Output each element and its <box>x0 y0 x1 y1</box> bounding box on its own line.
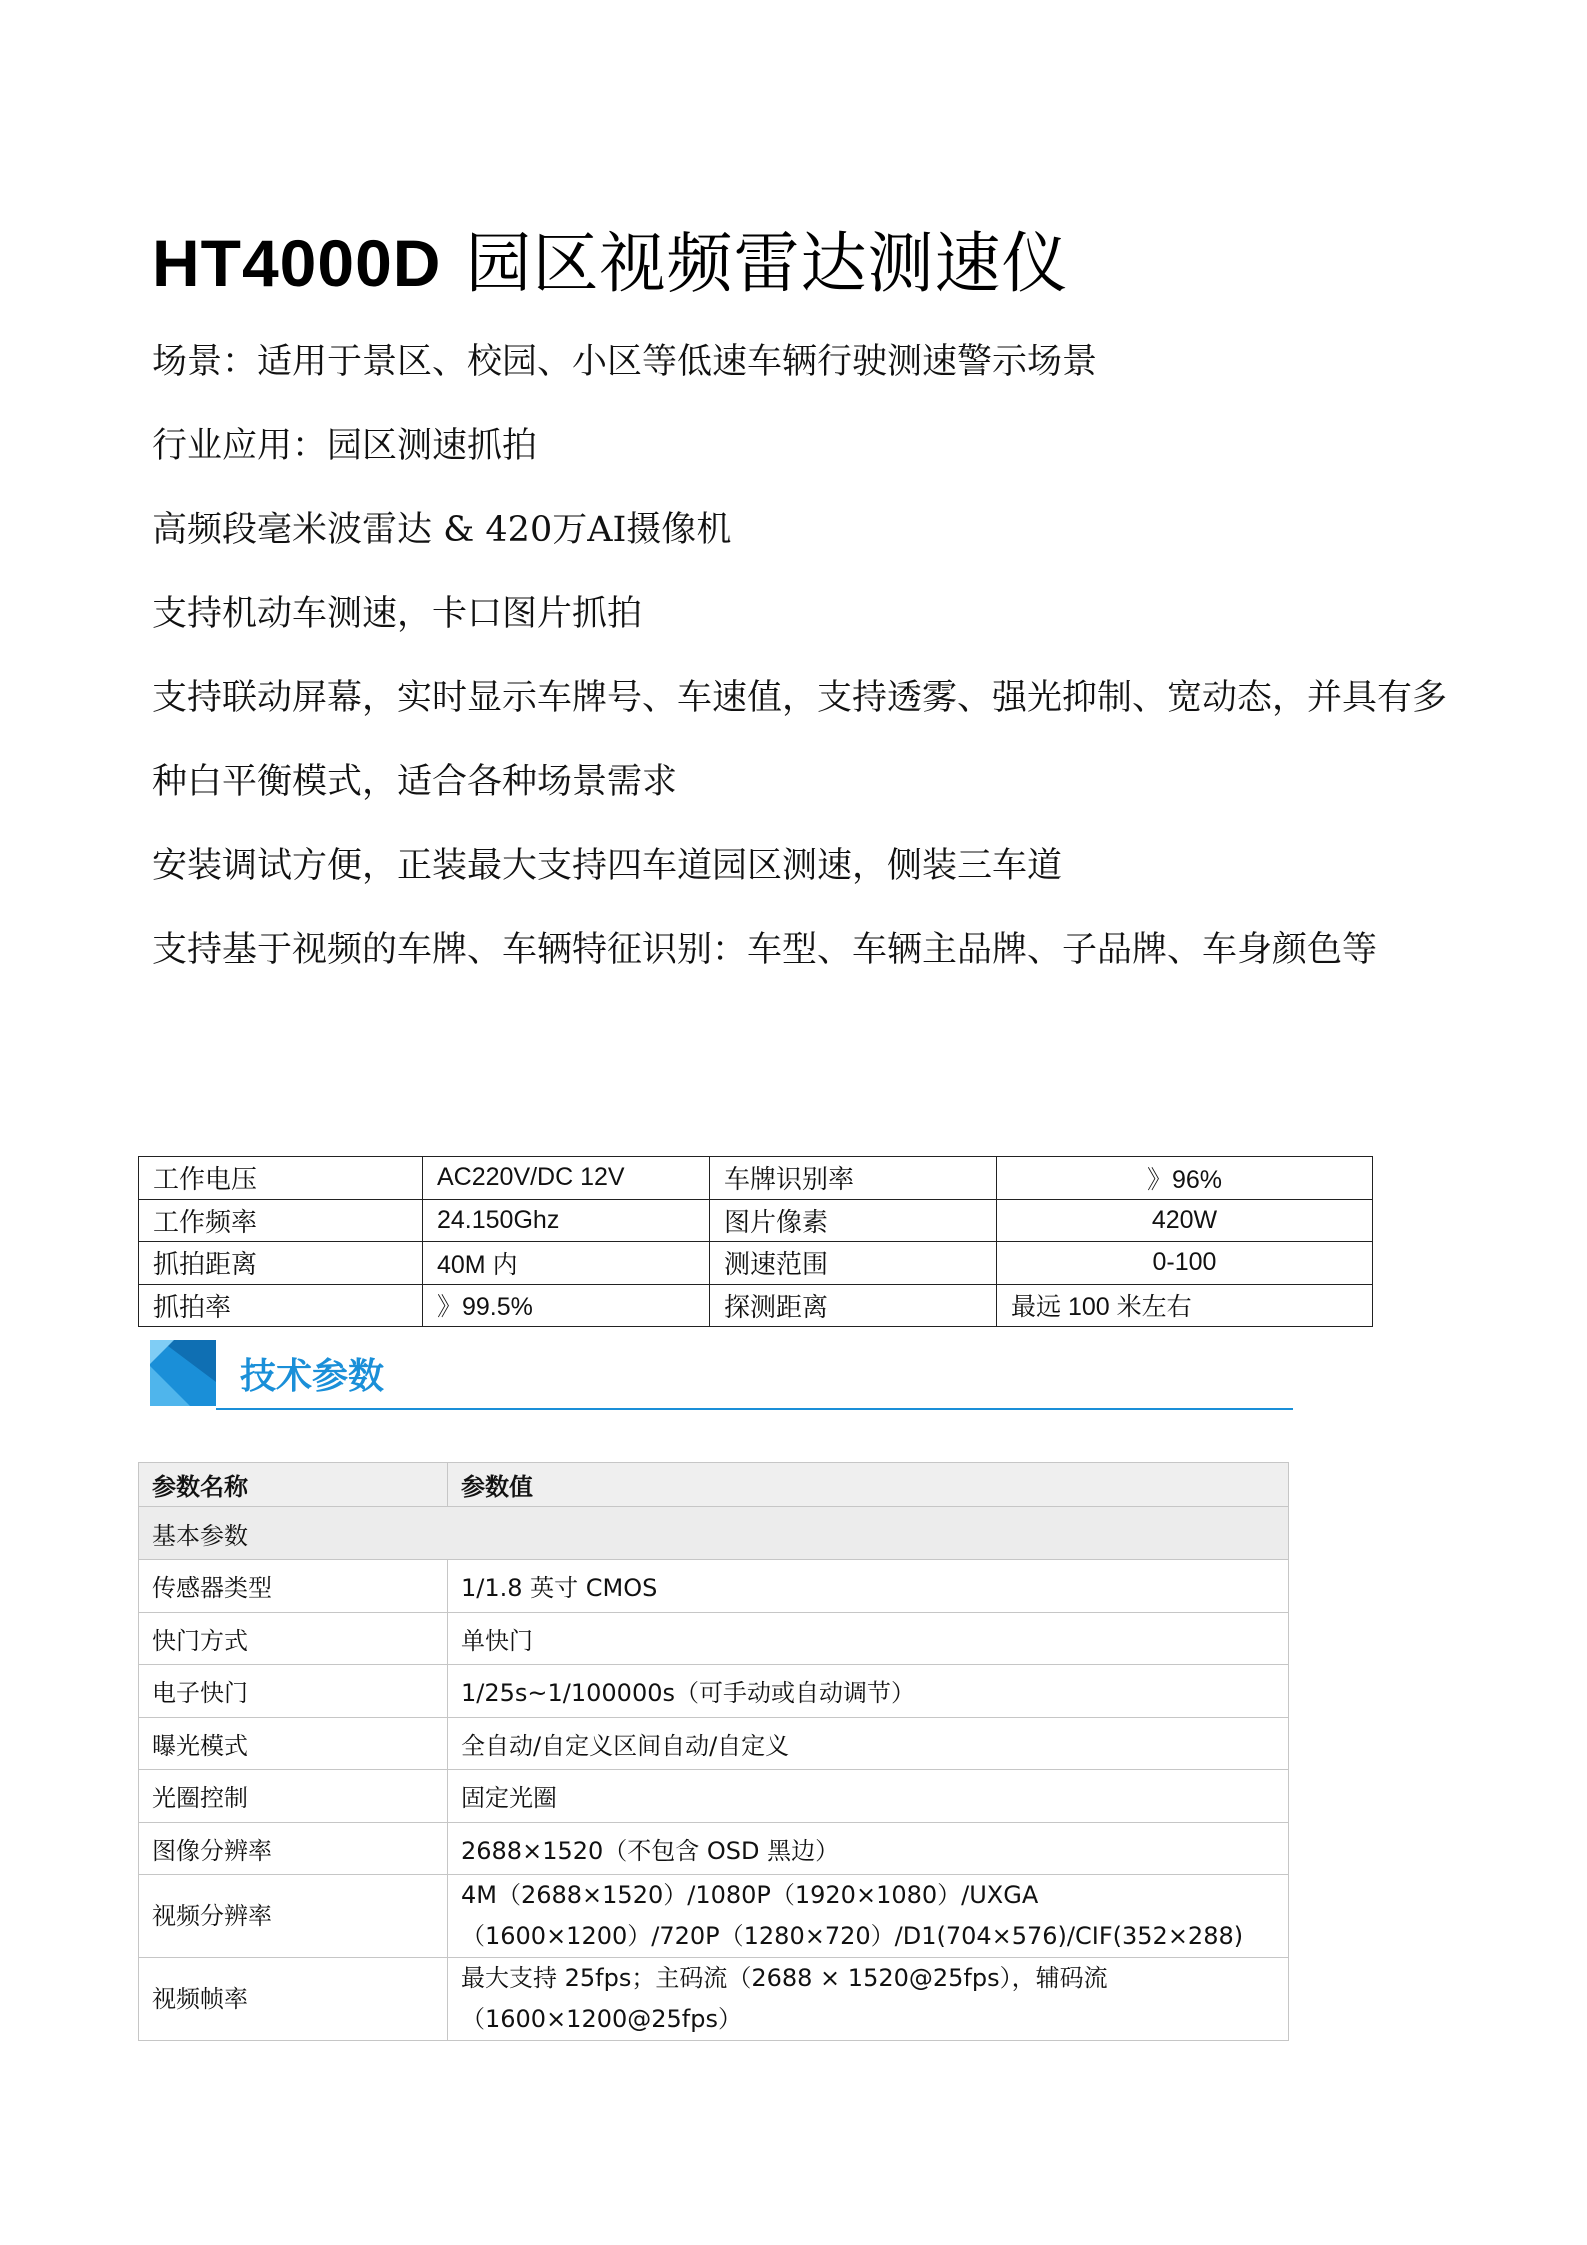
spec-summary-table <box>138 1156 1373 1327</box>
intro-line-scene: 场景：适用于景区、校园、小区等低速车辆行驶测速警示场景 <box>152 342 1098 382</box>
param-name: 图像分辨率 <box>139 1822 448 1875</box>
spec-label: 图片像素 <box>710 1199 997 1242</box>
param-value: 固定光圈 <box>448 1770 1289 1823</box>
tech-params-table <box>138 1462 1289 2041</box>
spec-value: 24.150Ghz <box>423 1199 710 1242</box>
table-row <box>139 1612 1289 1665</box>
section-title: 技术参数 <box>240 1356 385 1397</box>
intro-line-industry: 行业应用：园区测速抓拍 <box>152 426 538 466</box>
spec-label: 车牌识别率 <box>710 1157 997 1200</box>
table-group-row <box>139 1507 1289 1560</box>
table-row <box>139 1665 1289 1718</box>
param-name: 视频分辨率 <box>139 1875 448 1958</box>
spec-label: 工作频率 <box>139 1199 423 1242</box>
table-row <box>139 1284 1373 1327</box>
table-row <box>139 1199 1373 1242</box>
spec-label: 抓拍率 <box>139 1284 423 1327</box>
table-row <box>139 1822 1289 1875</box>
param-name: 快门方式 <box>139 1612 448 1665</box>
title-name: 园区视频雷达测速仪 <box>465 225 1069 302</box>
spec-value: 0-100 <box>997 1242 1373 1285</box>
spec-label: 测速范围 <box>710 1242 997 1285</box>
param-value: 最大支持 25fps；主码流（2688 × 1520@25fps），辅码流（1600×1200@25fps） <box>448 1958 1289 2041</box>
param-value: 1/25s~1/100000s（可手动或自动调节） <box>448 1665 1289 1718</box>
spec-label: 探测距离 <box>710 1284 997 1327</box>
section-cube-icon <box>150 1340 216 1406</box>
section-underline <box>216 1408 1293 1410</box>
table-row <box>139 1560 1289 1613</box>
spec-value: 最远 100 米左右 <box>997 1284 1373 1327</box>
intro-paragraphs <box>152 320 1452 992</box>
param-name: 电子快门 <box>139 1665 448 1718</box>
param-value: 1/1.8 英寸 CMOS <box>448 1560 1289 1613</box>
table-row <box>139 1958 1289 2041</box>
column-header: 参数名称 <box>139 1463 448 1507</box>
table-row <box>139 1717 1289 1770</box>
param-value: 全自动/自定义区间自动/自定义 <box>448 1717 1289 1770</box>
spec-value: 420W <box>997 1199 1373 1242</box>
spec-label: 抓拍距离 <box>139 1242 423 1285</box>
spec-value: AC220V/DC 12V <box>423 1157 710 1200</box>
param-name: 视频帧率 <box>139 1958 448 2041</box>
table-row <box>139 1875 1289 1958</box>
spec-value: 》96% <box>997 1157 1373 1200</box>
param-name: 传感器类型 <box>139 1560 448 1613</box>
group-label: 基本参数 <box>139 1507 1289 1560</box>
spec-value: 》99.5% <box>423 1284 710 1327</box>
intro-line-speed-capture: 支持机动车测速，卡口图片抓拍 <box>152 594 643 634</box>
spec-value: 40M 内 <box>423 1242 710 1285</box>
section-heading-tech-params <box>150 1340 1293 1412</box>
spec-label: 工作电压 <box>139 1157 423 1200</box>
intro-line-installation: 安装调试方便，正装最大支持四车道园区测速，侧装三车道 <box>152 846 1063 886</box>
param-name: 曝光模式 <box>139 1717 448 1770</box>
title-model: HT4000D <box>152 226 442 300</box>
intro-line-hardware: 高频段毫米波雷达 & 420万AI摄像机 <box>152 510 732 550</box>
param-value: 4M（2688×1520）/1080P（1920×1080）/UXGA（1600×1200）/720P（1280×720）/D1(704×576)/CIF(352×288) <box>448 1875 1289 1958</box>
intro-line-screen-linkage: 支持联动屏幕，实时显示车牌号、车速值，支持透雾、强光抑制、宽动态，并具有多种白平衡模式，适合各种场景需求 <box>152 678 1448 802</box>
table-row <box>139 1242 1373 1285</box>
table-header-row <box>139 1463 1289 1507</box>
page-title <box>152 210 1068 305</box>
table-row <box>139 1770 1289 1823</box>
param-value: 单快门 <box>448 1612 1289 1665</box>
column-header: 参数值 <box>448 1463 1289 1507</box>
param-name: 光圈控制 <box>139 1770 448 1823</box>
intro-line-recognition: 支持基于视频的车牌、车辆特征识别：车型、车辆主品牌、子品牌、车身颜色等 <box>152 930 1378 970</box>
table-row <box>139 1157 1373 1200</box>
param-value: 2688×1520（不包含 OSD 黑边） <box>448 1822 1289 1875</box>
